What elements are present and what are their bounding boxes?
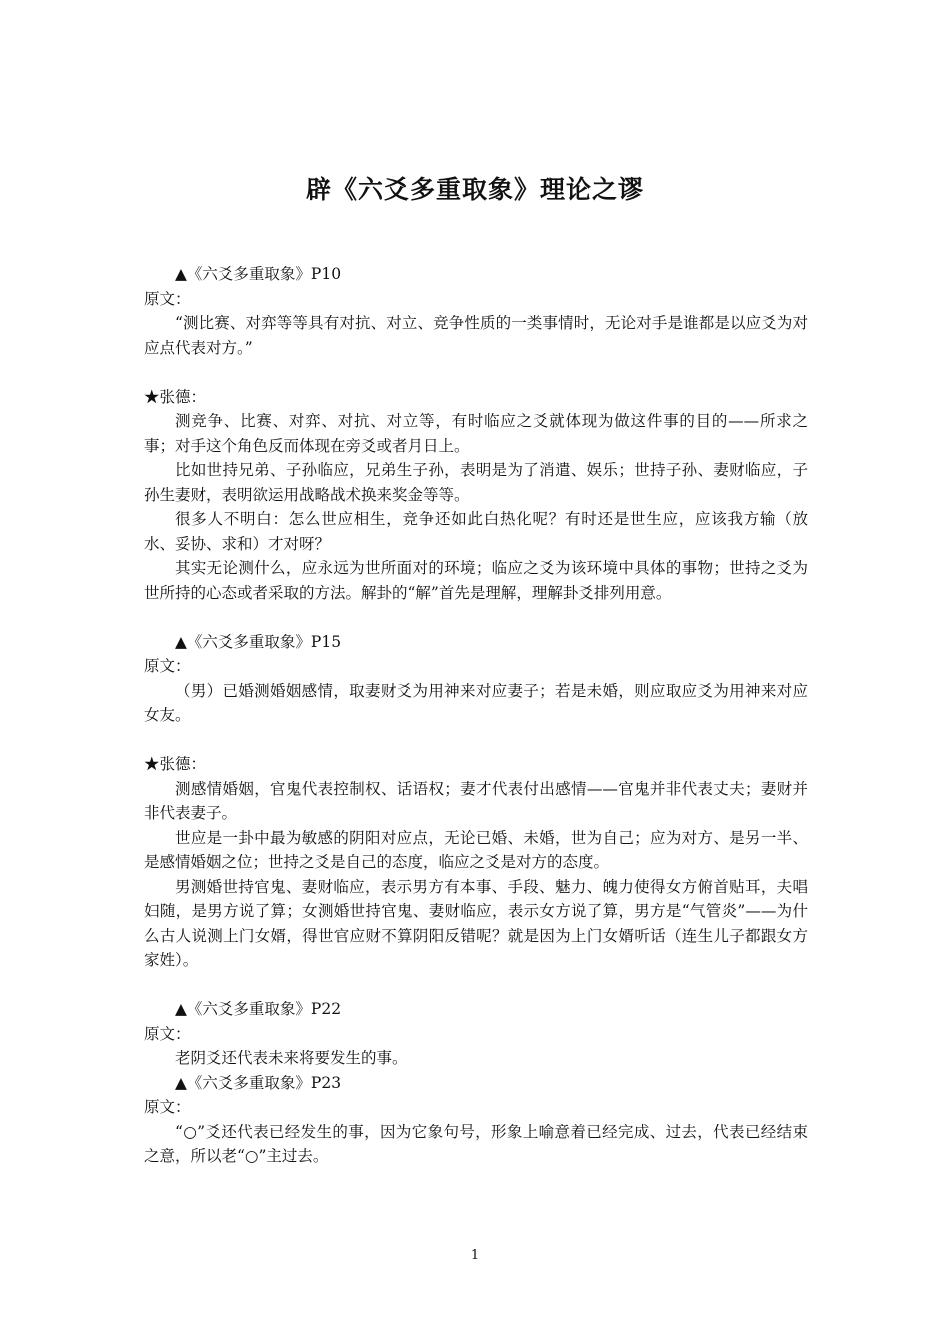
source-text-p22: 老阴爻还代表未来将要发生的事。	[175, 1049, 408, 1067]
document-title: 辟《六爻多重取象》理论之谬	[305, 175, 644, 204]
source-label: 原文：	[144, 1098, 191, 1116]
source-text-p23: “○”爻还代表已经发生的事，因为它象句号，形象上喻意着已经完成、过去，代表已经结束之意，所以老“○”主过去。	[144, 1122, 808, 1165]
comment-paragraph: 测竞争、比赛、对弈、对抗、对立等，有时临应之爻就体现为做这件事的目的——所求之事；对手这个角色反而体现在旁爻或者月日上。	[144, 412, 808, 455]
comment-label: ★张德：	[144, 387, 207, 406]
section-reference-p10: ▲《六爻多重取象》P10	[175, 265, 342, 283]
page-number: 1	[470, 1248, 480, 1263]
comment-paragraph: 世应是一卦中最为敏感的阴阳对应点，无论已婚、未婚，世为自己；应为对方、是另一半、是感情婚姻之位；世持之爻是自己的态度，临应之爻是对方的态度。	[144, 828, 808, 871]
spacer	[144, 605, 808, 630]
comment-paragraph: 其实无论测什么，应永远为世所面对的环境；临应之爻为该环境中具体的事物；世持之爻为世所持的心态或者采取的方法。解卦的“解”首先是理解，理解卦爻排列用意。	[144, 559, 808, 602]
document-body	[144, 262, 808, 1169]
spacer	[144, 973, 808, 998]
section-reference-p23: ▲《六爻多重取象》P23	[175, 1073, 342, 1092]
comment-paragraph: 比如世持兄弟、子孙临应，兄弟生子孙，表明是为了消遣、娱乐；世持子孙、妻财临应，子孙生妻财，表明欲运用战略战术换来奖金等等。	[144, 461, 808, 504]
spacer	[144, 728, 808, 753]
comment-paragraph: 测感情婚姻，官鬼代表控制权、话语权；妻才代表付出感情——官鬼并非代表丈夫；妻财并非代表妻子。	[144, 779, 808, 822]
source-text-p10: “测比赛、对弈等等具有对抗、对立、竞争性质的一类事情时，无论对手是谁都是以应爻为对应点代表对方。”	[144, 314, 808, 357]
comment-paragraph: 很多人不明白：怎么世应相生，竞争还如此白热化呢？有时还是世生应，应该我方输（放水、妥协、求和）才对呀？	[144, 510, 808, 553]
section-reference-p15: ▲《六爻多重取象》P15	[175, 632, 342, 651]
source-text-p15: （男）已婚测婚姻感情，取妻财爻为用神来对应妻子；若是未婚，则应取应爻为用神来对应女友。	[144, 681, 808, 724]
comment-label: ★张德：	[144, 755, 207, 773]
source-label: 原文：	[144, 657, 191, 675]
comment-paragraph: 男测婚世持官鬼、妻财临应，表示男方有本事、手段、魅力、魄力使得女方俯首贴耳，夫唱妇随，是男方说了算；女测婚世持官鬼、妻财临应，表示女方说了算，男方是“气管炎”——为什么古人说测上门女婿，得世官应财不算阴阳反错呢？就是因为上门女婿听话（连生儿子都跟女方家姓）。	[144, 877, 808, 969]
source-label: 原文：	[144, 289, 191, 308]
spacer	[144, 360, 808, 385]
section-reference-p22: ▲《六爻多重取象》P22	[175, 1000, 342, 1018]
source-label: 原文：	[144, 1024, 191, 1043]
